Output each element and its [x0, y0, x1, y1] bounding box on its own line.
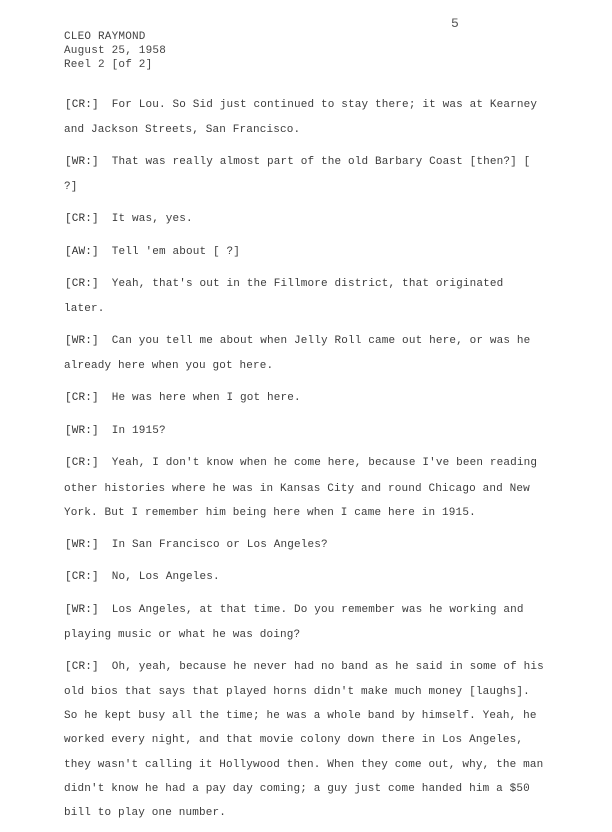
interviewee-name: CLEO RAYMOND: [64, 31, 146, 43]
transcript-header: [64, 30, 166, 72]
speaker-label: [WR:]: [65, 603, 99, 616]
dialogue-text: Yeah, I don't know when he come here, because I've been reading other histories where he was in Kansas City and round Chicago and New York. But I remember him being here when I came here in 1915.: [64, 457, 538, 519]
dialogue-turn: [64, 239, 550, 265]
dialogue-text: Can you tell me about when Jelly Roll came out here, or was he already here when you got here.: [64, 335, 531, 373]
dialogue-text: He was here when I got here.: [111, 392, 301, 405]
speaker-label: [CR:]: [65, 571, 99, 584]
speaker-label: [AW:]: [65, 245, 99, 258]
dialogue-turn: [64, 206, 550, 232]
speaker-label: [CR:]: [65, 660, 99, 673]
speaker-label: [WR:]: [65, 335, 99, 348]
dialogue-turn: [64, 654, 550, 825]
dialogue-turn: [64, 532, 550, 558]
speaker-label: [CR:]: [65, 392, 99, 405]
dialogue-text: Tell 'em about [ ?]: [111, 245, 241, 258]
dialogue-turn: [64, 92, 550, 142]
dialogue-turn: [64, 597, 550, 647]
speaker-label: [CR:]: [65, 457, 99, 470]
dialogue-text: Los Angeles, at that time. Do you remember was he working and playing music or what he was doing?: [64, 603, 524, 642]
dialogue-turn: [64, 450, 550, 525]
dialogue-turn: [64, 271, 550, 321]
dialogue-text: It was, yes.: [111, 212, 193, 225]
interview-date: August 25, 1958: [64, 45, 167, 57]
speaker-label: [WR:]: [65, 155, 99, 168]
dialogue-turn: [64, 328, 550, 378]
dialogue-text: In 1915?: [111, 424, 166, 437]
dialogue-text: No, Los Angeles.: [111, 571, 220, 584]
dialogue-turn: [64, 564, 550, 590]
speaker-label: [CR:]: [65, 278, 99, 291]
dialogue-text: Yeah, that's out in the Fillmore district, that originated later.: [64, 278, 504, 316]
transcript-body: [64, 92, 550, 832]
speaker-label: [WR:]: [65, 424, 99, 437]
dialogue-text: For Lou. So Sid just continued to stay there; it was at Kearney and Jackson Streets, San Francisco.: [64, 99, 538, 137]
dialogue-turn: [64, 418, 550, 444]
dialogue-text: That was really almost part of the old Barbary Coast [then?] [ ?]: [64, 155, 531, 194]
dialogue-text: In San Francisco or Los Angeles?: [111, 538, 328, 551]
dialogue-turn: [64, 385, 550, 411]
page-number: 5: [451, 16, 459, 31]
speaker-label: [WR:]: [65, 538, 99, 551]
reel-label: Reel 2 [of 2]: [64, 59, 153, 71]
speaker-label: [CR:]: [65, 212, 99, 225]
speaker-label: [CR:]: [65, 99, 99, 111]
dialogue-text: Oh, yeah, because he never had no band as he said in some of his old bios that says that played horns didn't make much money [laughs]. So he kept busy all the time; he was a whole band by himself. Yeah, he worked every night, and that movie colony down there in Los Angeles, they wasn't calling it Hollywood then. When they come out, why, the man didn't know he had a pay day coming; a guy just come handed him a $50 bill to play one number.: [64, 660, 544, 820]
dialogue-turn: [64, 149, 550, 199]
